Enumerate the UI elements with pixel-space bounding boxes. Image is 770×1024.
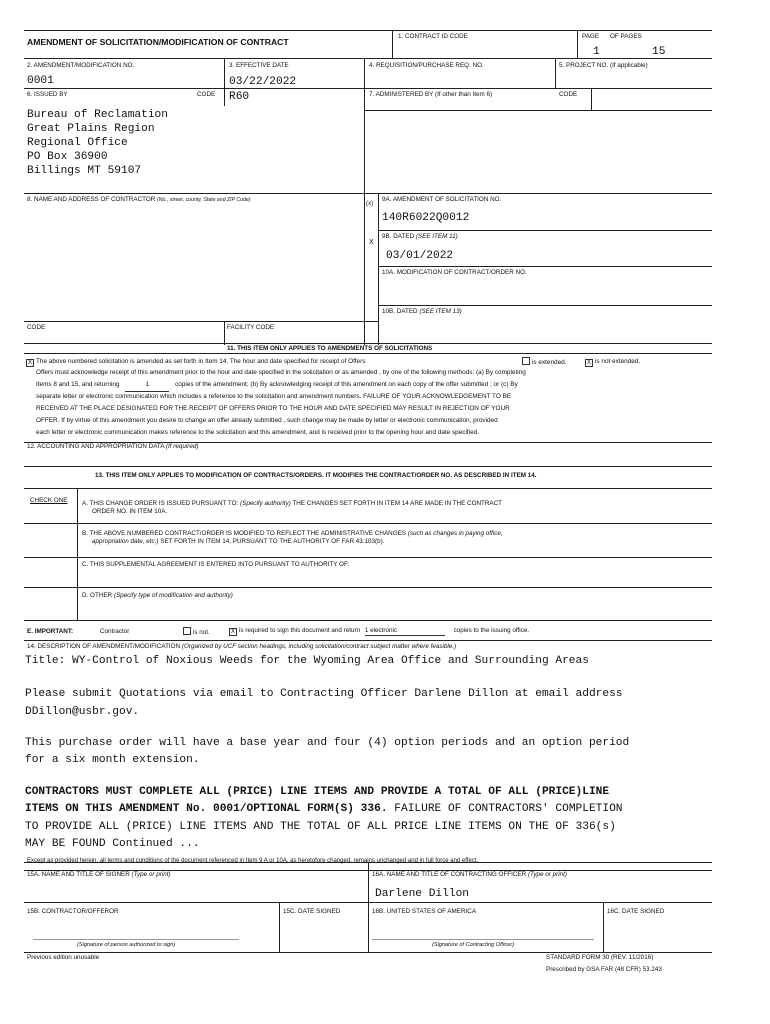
issuer-line: Bureau of Reclamation [27, 109, 168, 121]
officer-name-label: 16A. NAME AND TITLE OF CONTRACTING OFFICER (Type or print) [372, 871, 568, 878]
page-count: 15 [652, 46, 666, 58]
of-pages-label: OF PAGES [610, 33, 642, 40]
signer-name-label: 15A. NAME AND TITLE OF SIGNER (Type or print) [27, 871, 171, 878]
is-not-checkbox[interactable] [183, 627, 191, 635]
effective-date-label: 3. EFFECTIVE DATE [229, 62, 289, 69]
officer-signature-caption: (Signature of Contracting Officer) [432, 942, 515, 948]
item-11-line: each letter or electronic communication makes reference to the solicitation and this amendment, and is received prior to the opening hour and date specified. [36, 429, 479, 436]
item-11-line: Offers must acknowledge receipt of this amendment prior to the hour and date specified in the solicitation or as amended , by one of the following methods: (a) By completing [36, 369, 526, 376]
option-a-line1: A. THIS CHANGE ORDER IS ISSUED PURSUANT TO: (Specify authority) THE CHANGES SET FORTH IN ITEM 14 ARE MADE IN THE CONTRACT [82, 500, 503, 507]
usa-label: 16B. UNITED STATES OF AMERICA [372, 908, 477, 915]
is-required-option: X is required to sign this document and return 1 electronic copies to the issuing office. [230, 627, 530, 635]
item-14-label: 14. DESCRIPTION OF AMENDMENT/MODIFICATION (Organized by UCF section headings, including solicitation/contract subject matter where feasible.) [27, 643, 457, 650]
facility-code-label: FACILITY CODE [227, 324, 275, 331]
item-9a-label: 9A. AMENDMENT OF SOLICITATION NO. [382, 196, 502, 203]
contract-id-label: 1. CONTRACT ID CODE [398, 33, 468, 40]
issuer-line: Great Plains Region [27, 123, 155, 135]
solicitation-no-value: 140R6022Q0012 [382, 212, 470, 224]
page-number: 1 [593, 46, 600, 58]
not-extended-option: X is not extended. [586, 358, 641, 366]
issuer-line: PO Box 36900 [27, 151, 108, 163]
officer-name-value: Darlene Dillon [375, 888, 469, 900]
issued-by-code-label: CODE [197, 91, 216, 98]
contractor-label: 8. NAME AND ADDRESS OF CONTRACTOR (No., street, county, State and ZIP Code) [27, 196, 251, 203]
except-clause: Except as provided herein, all terms and conditions of the document referenced in Item 9 A or 10A, as heretofore changed, remains unchanged and in full force and effect. [27, 858, 479, 864]
check-one-label: CHECK ONE [30, 497, 68, 504]
amendment-no-label: 2. AMENDMENT/MODIFICATION NO. [27, 62, 135, 69]
contractor-offeror-label: 15B. CONTRACTOR/OFFEROR [27, 908, 119, 915]
description-line: for a six month extension. [25, 754, 200, 766]
item-11-heading: 11. THIS ITEM ONLY APPLIES TO AMENDMENTS OF SOLICITATIONS [227, 345, 433, 352]
item-10a-label: 10A. MODIFICATION OF CONTRACT/ORDER NO. [382, 269, 527, 276]
return-copies: 1 electronic [365, 627, 445, 636]
amended-checkbox[interactable]: X [27, 360, 32, 366]
extended-checkbox[interactable] [522, 357, 530, 365]
option-c-label: C. THIS SUPPLEMENTAL AGREEMENT IS ENTERED INTO PURSUANT TO AUTHORITY OF: [82, 561, 350, 568]
important-label: E. IMPORTANT: [27, 628, 74, 635]
copies-count: 1 [125, 380, 169, 392]
project-no-label: 5. PROJECT NO. (If applicable) [559, 62, 648, 69]
requisition-label: 4. REQUISITION/PURCHASE REQ. NO. [369, 62, 484, 69]
solicitation-x-mark: (x) [366, 200, 374, 207]
not-extended-checkbox[interactable]: X [586, 360, 591, 366]
officer-signature-line[interactable] [372, 939, 594, 940]
form-title: AMENDMENT OF SOLICITATION/MODIFICATION OF CONTRACT [27, 37, 289, 47]
item-11-line: X The above numbered solicitation is amended as set forth in Item 14. The hour and date specified for receipt of Offers [27, 358, 366, 366]
item-11-line: separate letter or electronic communication which includes a reference to the solicitation and amendment numbers. FAILURE OF YOUR ACKNOWLEDGEMENT TO BE [36, 393, 512, 400]
page-label: PAGE [582, 33, 600, 40]
is-not-option: is not. [183, 627, 210, 637]
description-line: CONTRACTORS MUST COMPLETE ALL (PRICE) LINE ITEMS AND PROVIDE A TOTAL OF ALL (PRICE)LINE [25, 786, 610, 798]
issued-by-code-value: R60 [229, 91, 250, 103]
issuer-line: Billings MT 59107 [27, 165, 142, 177]
description-line: TO PROVIDE ALL (PRICE) LINE ITEMS AND THE TOTAL OF ALL PRICE LINE ITEMS ON THE OF 336(s) [25, 821, 616, 833]
description-line: MAY BE FOUND Continued ... [25, 838, 200, 850]
contractor-code-label: CODE [27, 324, 46, 331]
item-11-line: OFFER. If by virtue of this amendment you desire to change an offer already submitted , such change may be made by letter or electronic communication, provided [36, 417, 498, 424]
officer-date-label: 16C. DATE SIGNED [607, 908, 665, 915]
item-9b-date-value: 03/01/2022 [386, 250, 454, 262]
option-b-line2: appropriation date, etc.) SET FORTH IN ITEM 14, PURSUANT TO THE AUTHORITY OF FAR 43.103(b). [92, 538, 385, 545]
item-11-line: Items 8 and 15, and returning 1 copies of the amendment; (b) By acknowledging receipt of this amendment on each copy of the offer submitted ; or (c) By [36, 380, 518, 392]
contractor-signature-caption: (Signature of person authorized to sign) [77, 942, 176, 948]
option-b-line1: B. THE ABOVE NUMBERED CONTRACT/ORDER IS MODIFIED TO REFLECT THE ADMINISTRATIVE CHANGES (such as changes in paying office, [82, 530, 503, 537]
item-13-heading: 13. THIS ITEM ONLY APPLIES TO MODIFICATION OF CONTRACTS/ORDERS. IT MODIFIES THE CONTRACT/ORDER NO. AS DESCRIBED IN ITEM 14. [95, 472, 537, 479]
item-11-line: RECEIVED AT THE PLACE DESIGNATED FOR THE RECEIPT OF OFFERS PRIOR TO THE HOUR AND DATE SPECIFIED MAY RESULT IN REJECTION OF YOUR [36, 405, 510, 412]
item-9b-check: X [369, 239, 374, 246]
contractor-date-label: 15C. DATE SIGNED [283, 908, 341, 915]
previous-edition-note: Previous edition unusable [27, 954, 100, 961]
description-line: DDillon@usbr.gov. [25, 706, 140, 718]
effective-date-value: 03/22/2022 [229, 76, 297, 88]
issuer-line: Regional Office [27, 137, 128, 149]
administered-by-label: 7. ADMINISTERED BY (If other than Item 6) [369, 91, 493, 98]
extended-option: is extended. [522, 357, 566, 369]
standard-form-note: STANDARD FORM 30 (REV. 11/2016) [546, 954, 654, 961]
item-9b-label: 9B. DATED (SEE ITEM 11) [382, 233, 458, 240]
description-line: This purchase order will have a base year and four (4) option periods and an option period [25, 737, 630, 749]
description-line: ITEMS ON THIS AMENDMENT No. 0001/OPTIONAL FORM(S) 336. FAILURE OF CONTRACTORS' COMPLETION [25, 803, 623, 815]
important-contractor: Contractor [100, 628, 130, 635]
description-line: Please submit Quotations via email to Contracting Officer Darlene Dillon at email address [25, 688, 623, 700]
contractor-signature-line[interactable] [33, 939, 239, 940]
administered-code-label: CODE [559, 91, 578, 98]
option-d-label: D. OTHER (Specify type of modification and authority) [82, 592, 233, 599]
item-10b-label: 10B. DATED (SEE ITEM 13) [382, 308, 462, 315]
description-title: Title: WY-Control of Noxious Weeds for the Wyoming Area Office and Surrounding Areas [25, 655, 589, 667]
prescribed-note: Prescribed by GSA FAR (48 CFR) 53.243 [546, 966, 662, 973]
is-required-checkbox[interactable]: X [230, 629, 235, 635]
amendment-no-value: 0001 [27, 75, 54, 87]
issued-by-label: 6. ISSUED BY [27, 91, 68, 98]
option-a-line2: ORDER NO. IN ITEM 10A. [92, 508, 168, 515]
accounting-data-label: 12. ACCOUNTING AND APPROPRIATION DATA (If required) [27, 443, 199, 450]
